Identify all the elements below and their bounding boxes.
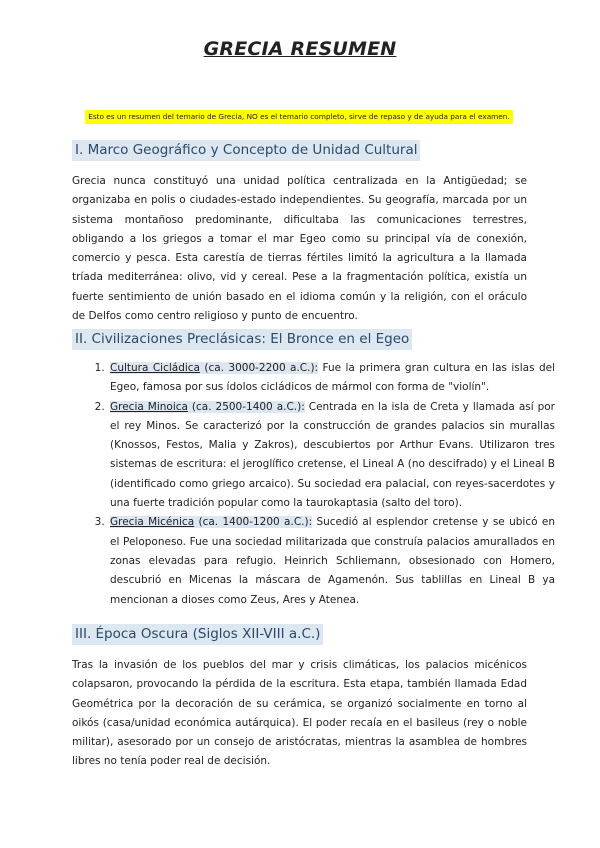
item-name: Cultura Cicládica <box>110 362 200 374</box>
list-item-minoan <box>108 398 555 514</box>
item-text: Centrada en la isla de Creta y llamada así por el rey Minos. Se caracterizó por la construcción de grandes palacios sin murallas (Knossos, Festos, Malia y Zakros), descubiertos por Arthur Evans. Utilizaron tres sistemas de escritura: el jeroglífico cretense, el Lineal A (no descifrado) y el Lineal B (identificado como griego arcaico). Su sociedad era palacial, con reyes-sacerdotes y una fuerte tradición popular como la taurokaptasia (salto del toro). <box>110 400 555 510</box>
item-label <box>110 362 318 374</box>
item-text: Sucedió al esplendor cretense y se ubicó en el Peloponeso. Fue una sociedad militarizada que construía palacios amurallados en zonas elevadas para refugio. Heinrich Schliemann, obsesionado con Homero, descubrió en Micenas la máscara de Agamenón. Sus tablillas en Lineal B ya mencionan a dioses como Zeus, Ares y Atenea. <box>110 516 555 606</box>
section-heading-1: I. Marco Geográfico y Concepto de Unidad Cultural <box>72 140 420 161</box>
section-heading-3: III. Época Oscura (Siglos XII-VIII a.C.) <box>72 624 323 645</box>
highlighted-note: Esto es un resumen del temario de Grecia, NO es el temario completo, sirve de repaso y de ayuda para el examen. <box>85 110 513 124</box>
civilizations-list <box>80 359 555 610</box>
item-label <box>110 516 312 528</box>
item-name: Grecia Micénica <box>110 516 195 529</box>
section-heading-2: II. Civilizaciones Preclásicas: El Bronce en el Egeo <box>72 329 412 350</box>
item-text: Fue la primera gran cultura en las islas del Egeo, famosa por sus ídolos cicládicos de mármol con forma de "violín". <box>110 362 556 394</box>
item-label <box>110 401 305 413</box>
section-3-paragraph: Tras la invasión de los pueblos del mar y crisis climáticas, los palacios micénicos colapsaron, provocando la pérdida de la escritura. Esta etapa, también llamada Edad Geométrica por la decoración de su cerámica, se organizó socialmente en torno al oikós (casa/unidad económica autárquica). El poder recaía en el basileus (rey o noble militar), asesorado por un consejo de aristócratas, mientras la asamblea de hombres libres no tenía poder real de decisión. <box>72 659 527 768</box>
item-dates: (ca. 2500-1400 a.C.): <box>187 400 305 413</box>
section-1-paragraph: Grecia nunca constituyó una unidad política centralizada en la Antigüedad; se organizaba en polis o ciudades-estado independientes. Su geografía, marcada por un sistema montañoso predominante, dificultaba las comunicaciones terrestres, obligando a los griegos a tomar el mar Egeo como su principal vía de conexión, comercio y pesca. Esta carestía de tierras fértiles limitó la agricultura a la llamada tríada mediterránea: olivo, vid y cereal. Pese a la fragmentación política, existía un fuerte sentimiento de unión basado en el idioma común y la religión, con el oráculo de Delfos como centro religioso y punto de encuentro. <box>72 175 527 323</box>
item-dates: (ca. 1400-1200 a.C.): <box>194 516 313 529</box>
document-title: GRECIA RESUMEN <box>203 38 397 60</box>
item-name: Grecia Minoica <box>110 400 188 413</box>
item-dates: (ca. 3000-2200 a.C.): <box>199 362 319 374</box>
list-item-mycenaean <box>108 513 555 609</box>
list-item-cycladic <box>108 359 555 398</box>
